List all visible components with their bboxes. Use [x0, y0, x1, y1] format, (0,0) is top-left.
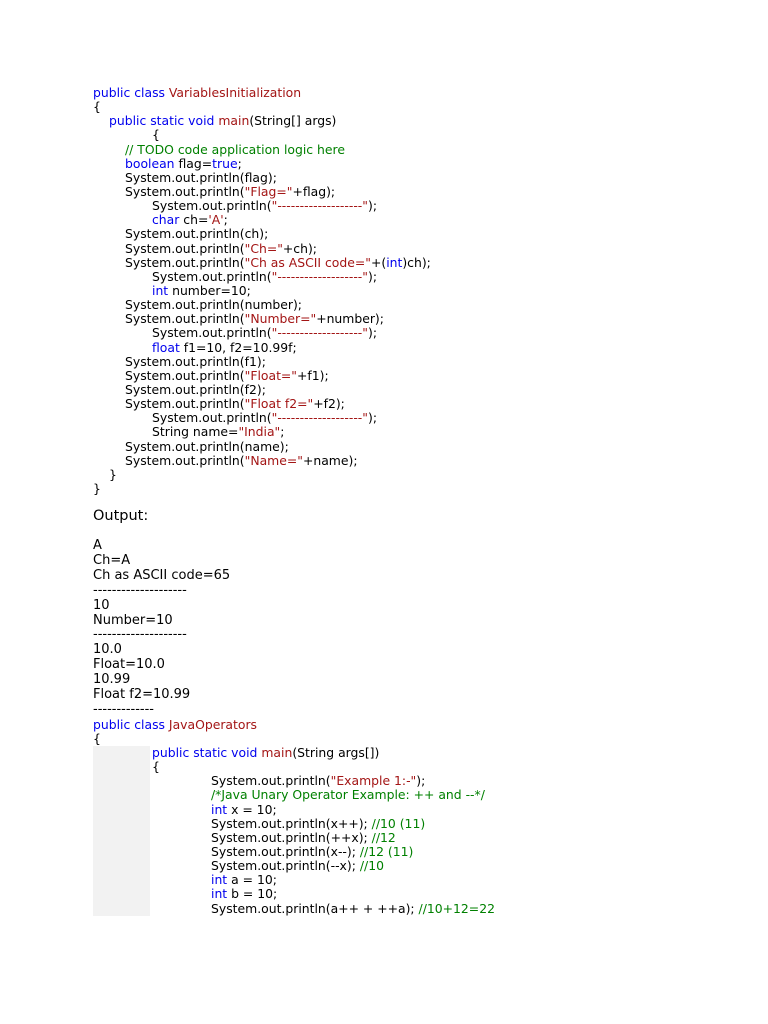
code-line: System.out.println("Flag="+flag); [125, 183, 336, 199]
code-line: { [93, 99, 101, 115]
code-line: System.out.println(a++ + ++a); //10+12=22 [211, 900, 495, 916]
code-line: int number=10; [152, 282, 251, 298]
code-line: /*Java Unary Operator Example: ++ and --*/ [211, 787, 485, 803]
code-block-variables-initialization [93, 86, 733, 496]
code-line: String name="India"; [152, 424, 285, 440]
code-line: int b = 10; [211, 886, 278, 902]
code-line: float f1=10, f2=10.99f; [152, 339, 297, 355]
output-line: 10.99 [93, 672, 131, 688]
code-line: public class VariablesInitialization [93, 85, 302, 100]
code-line: System.out.println(name); [125, 438, 289, 454]
output-list [93, 539, 733, 718]
code-line: System.out.println(number); [125, 297, 302, 313]
code-line: System.out.println(++x); //12 [211, 829, 396, 845]
code-line: public static void main(String[] args) [109, 113, 337, 129]
output-line: Float=10.0 [93, 657, 165, 673]
code-line: System.out.println("Ch as ASCII code="+(int)ch); [125, 254, 431, 270]
document-body [93, 86, 733, 916]
code-line: System.out.println("Number="+number); [125, 311, 384, 327]
output-line: 10.0 [93, 642, 122, 658]
code-line: System.out.println("Name="+name); [125, 452, 358, 468]
code-line: System.out.println(flag); [125, 169, 277, 185]
code-line: System.out.println(x++); //10 (11) [211, 815, 426, 831]
code-line: System.out.println("Example 1:-"); [211, 773, 426, 789]
code-line: int a = 10; [211, 872, 277, 888]
code-line: int x = 10; [211, 801, 277, 817]
code-line: System.out.println(ch); [125, 226, 269, 242]
code-line: System.out.println(--x); //10 [211, 858, 384, 874]
code-line: System.out.println(x--); //12 (11) [211, 844, 414, 860]
code-line: System.out.println("Ch="+ch); [125, 240, 317, 256]
code-line: System.out.println(f1); [125, 353, 266, 369]
output-line: A [93, 538, 102, 554]
code-line: char ch='A'; [152, 212, 228, 228]
code-line: System.out.println("Float="+f1); [125, 367, 329, 383]
code-line: public static void main(String args[]) [152, 745, 380, 761]
output-line: -------------------- [93, 627, 187, 643]
output-line: 10 [93, 597, 110, 613]
code-line: // TODO code application logic here [125, 141, 345, 157]
code-line: public class JavaOperators [93, 716, 258, 732]
code-line: System.out.println("Float f2="+f2); [125, 396, 345, 412]
code-line: } [93, 480, 101, 496]
code-line: { [93, 730, 101, 746]
output-line: Ch=A [93, 552, 131, 568]
output-heading: Output: [93, 508, 149, 525]
code-line: { [152, 127, 160, 143]
output-line: Ch as ASCII code=65 [93, 567, 231, 583]
output-line: -------------------- [93, 582, 187, 598]
code-line: boolean flag=true; [125, 155, 242, 171]
code-line: } [109, 466, 117, 482]
code-line: System.out.println("-------------------"); [152, 268, 377, 284]
output-line: Float f2=10.99 [93, 686, 191, 702]
code-line: System.out.println("-------------------"); [152, 198, 377, 214]
code-line: { [152, 759, 160, 775]
code-line: System.out.println("-------------------"); [152, 410, 377, 426]
code-line: System.out.println("-------------------"); [152, 325, 377, 341]
code-block-java-operators [93, 718, 733, 916]
code-line: System.out.println(f2); [125, 381, 266, 397]
code-table [93, 746, 733, 916]
output-line: ------------- [93, 701, 154, 717]
output-line: Number=10 [93, 612, 173, 628]
